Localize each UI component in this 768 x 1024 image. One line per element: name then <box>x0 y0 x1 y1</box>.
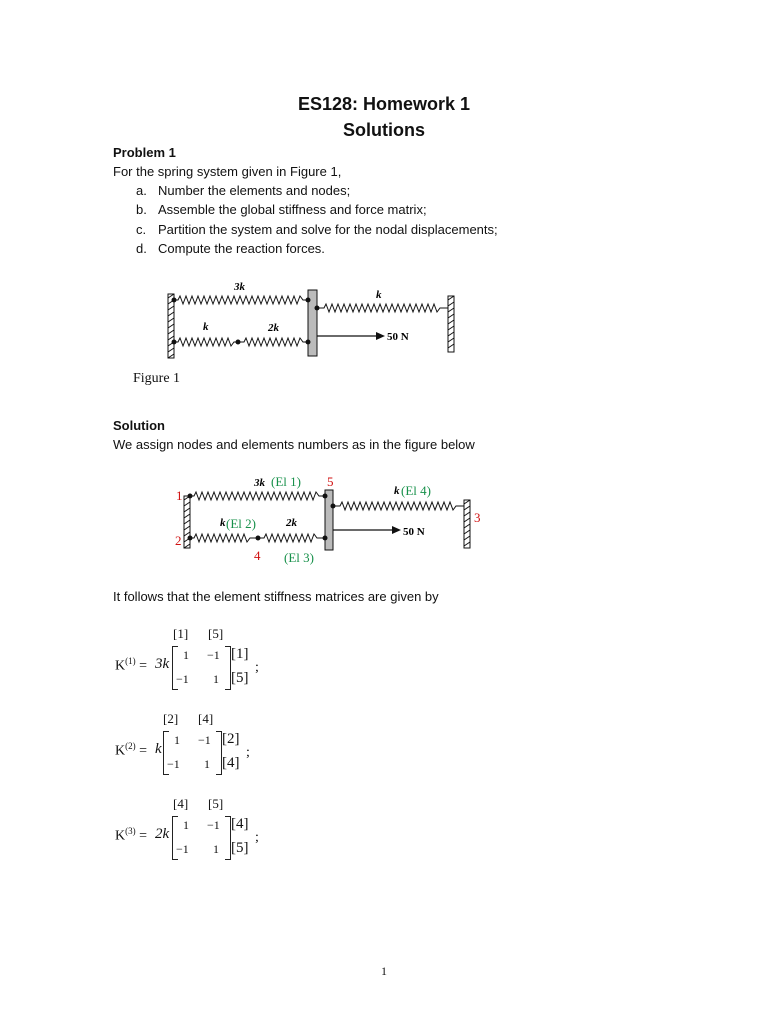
matrix-cell: 1 <box>174 733 180 747</box>
matrices-intro: It follows that the element stiffness matrices are given by <box>113 589 439 604</box>
matrix-end: ; <box>255 830 259 845</box>
matrix-end: ; <box>246 745 250 760</box>
node-dot <box>172 340 177 345</box>
matrix-cell: 1 <box>183 648 189 662</box>
matrix-lhs-symbol: K <box>115 658 126 674</box>
node-dot <box>315 306 320 311</box>
node-label-3: 3 <box>474 510 481 525</box>
list-text: Compute the reaction forces. <box>158 240 325 256</box>
matrix-lhs-sup: (3) <box>125 826 136 836</box>
label-3k: 3k <box>254 477 265 489</box>
task-list <box>136 181 498 258</box>
label-el1: (El 1) <box>271 474 301 489</box>
node-dot <box>323 494 328 499</box>
matrix-cell: 1 <box>204 757 210 771</box>
stiffness-matrix-2 <box>113 711 313 781</box>
spring-3k <box>174 296 308 304</box>
force-arrowhead <box>376 332 385 340</box>
matrix-col-label: [4] <box>173 796 189 811</box>
matrix-col-label: [2] <box>163 711 179 726</box>
matrix-end: ; <box>255 660 259 675</box>
list-item <box>136 239 498 258</box>
spring-el4 <box>333 502 464 510</box>
matrix-cell: −1 <box>207 818 220 832</box>
label-k-right: k <box>394 485 400 497</box>
figure-1-caption: Figure 1 <box>133 371 181 386</box>
matrix-col-label: [5] <box>208 626 224 641</box>
node-dot <box>323 536 328 541</box>
matrix-col-label: [1] <box>173 626 189 641</box>
label-el3: (El 3) <box>284 550 314 565</box>
spring-2k <box>238 338 308 346</box>
node-label-5: 5 <box>327 474 334 489</box>
label-3k: 3k <box>234 281 245 293</box>
label-2k: 2k <box>286 517 297 529</box>
node-dot <box>172 298 177 303</box>
matrix-cell: −1 <box>176 842 189 856</box>
list-text: Number the elements and nodes; <box>158 183 351 198</box>
matrix-cell: 1 <box>183 818 189 832</box>
label-el2: (El 2) <box>226 516 256 531</box>
matrix-cell: 1 <box>213 672 219 686</box>
label-k-left: k <box>220 517 226 529</box>
node-label-2: 2 <box>175 533 182 548</box>
node-dot <box>188 536 193 541</box>
label-el4: (El 4) <box>401 483 431 498</box>
spring-k-left <box>174 338 238 346</box>
list-item <box>136 220 498 239</box>
matrix-lhs: $K^{(3)}$ = <box>115 826 148 844</box>
spring-el3 <box>258 534 325 542</box>
node-dot <box>256 536 261 541</box>
node-dot <box>188 494 193 499</box>
label-force: 50 N <box>387 331 409 343</box>
label-force: 50 N <box>403 526 425 538</box>
matrix-row-label: [5] <box>231 840 249 856</box>
matrix-lhs-sup: (2) <box>125 741 136 751</box>
figure-1-spring-diagram <box>164 272 464 362</box>
node-label-4: 4 <box>254 548 261 563</box>
matrix-row-label: [4] <box>231 816 249 832</box>
node-dot <box>236 340 241 345</box>
list-marker: d. <box>136 240 147 256</box>
label-2k: 2k <box>268 322 279 334</box>
matrix-row-label: [4] <box>222 755 240 771</box>
spring-k-right <box>317 304 448 312</box>
figure-2-numbered-diagram <box>170 470 490 570</box>
label-k-right: k <box>376 289 382 301</box>
page-number: 1 <box>381 964 387 978</box>
node-dot <box>331 504 336 509</box>
list-text: Assemble the global stiffness and force matrix; <box>158 202 427 218</box>
page-title: ES128: Homework 1 <box>297 94 471 114</box>
node-label-1: 1 <box>176 488 183 503</box>
matrix-row-label: [2] <box>222 731 240 747</box>
list-item <box>136 200 498 219</box>
stiffness-matrix-3 <box>113 796 313 866</box>
matrix-col-label: [5] <box>208 796 224 811</box>
matrix-col-label: [4] <box>198 711 214 726</box>
matrix-row-label: [5] <box>231 670 249 686</box>
matrix-lhs-symbol: K <box>115 828 126 844</box>
matrix-coef: k <box>155 741 162 757</box>
matrix-row-label: [1] <box>231 646 249 662</box>
page-subtitle: Solutions <box>343 120 425 140</box>
stiffness-matrix-1 <box>113 626 313 696</box>
list-marker: c. <box>136 221 147 237</box>
matrix-cell: 1 <box>213 842 219 856</box>
matrix-lhs-symbol: K <box>115 743 126 759</box>
middle-block <box>325 490 333 550</box>
matrix-coef: 3k <box>155 656 170 672</box>
node-dot <box>306 298 311 303</box>
list-text: Partition the system and solve for the nodal displacements; <box>158 221 498 237</box>
force-arrowhead <box>392 526 401 534</box>
solution-label: Solution <box>113 418 165 433</box>
problem-intro: For the spring system given in Figure 1, <box>113 164 342 179</box>
label-k-left: k <box>203 321 209 333</box>
list-marker: a. <box>136 183 147 198</box>
matrix-cell: −1 <box>167 757 180 771</box>
list-item <box>136 181 498 200</box>
matrix-coef: 2k <box>155 826 170 842</box>
spring-el1 <box>190 492 325 500</box>
node-dot <box>306 340 311 345</box>
spring-el2 <box>190 534 258 542</box>
matrix-lhs-sup: (1) <box>125 656 136 666</box>
matrix-cell: −1 <box>198 733 211 747</box>
matrix-cell: −1 <box>176 672 189 686</box>
solution-intro: We assign nodes and elements numbers as in the figure below <box>113 437 475 452</box>
problem-label: Problem 1 <box>113 145 176 160</box>
list-marker: b. <box>136 202 147 218</box>
matrix-cell: −1 <box>207 648 220 662</box>
matrix-lhs: $K^{(2)}$ = <box>115 741 148 759</box>
matrix-lhs: $K^{(1)}$ = <box>115 656 148 674</box>
